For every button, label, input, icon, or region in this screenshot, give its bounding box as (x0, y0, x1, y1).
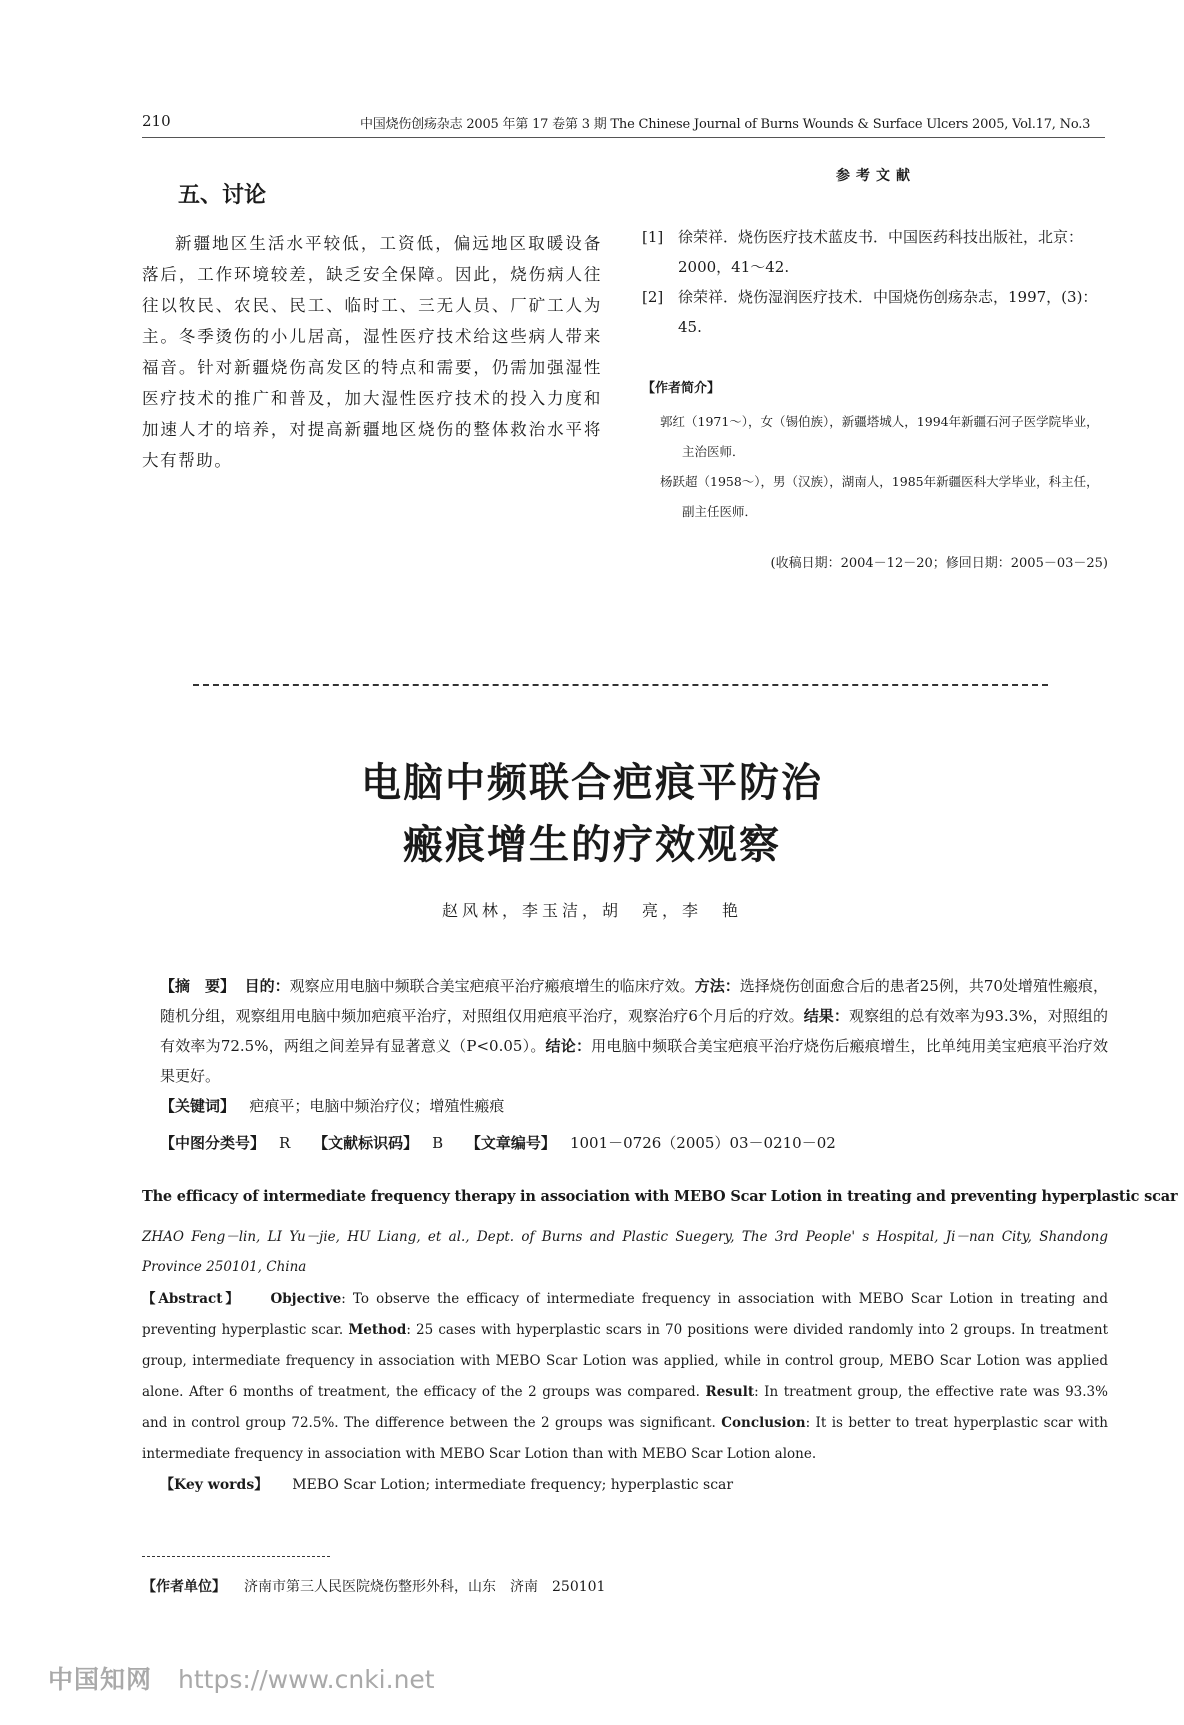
english-keywords (160, 1474, 733, 1494)
header-rule (142, 137, 1105, 138)
en-conclusion-text: : It is better to treat hyperplastic scar with intermediate frequency in association with MEBO Scar Lotion than with MEBO Scar Lotion alone. (142, 1415, 1108, 1462)
keywords-label: 【关键词】 (160, 1097, 236, 1115)
chinese-abstract (142, 971, 1108, 1121)
footnote-text: 济南市第三人民医院烧伤整形外科，山东 济南 250101 (244, 1579, 606, 1595)
title-line-1: 电脑中频联合疤痕平防治 (361, 760, 823, 806)
reference-text: 徐荣祥．烧伤湿润医疗技术．中国烧伤创疡杂志，1997，(3)：45. (678, 288, 1098, 336)
reference-number: [1] (642, 228, 664, 246)
footnote (142, 1576, 605, 1596)
author-bio-list (660, 407, 1108, 527)
keywords-text: 疤痕平；电脑中频治疗仪；增殖性瘢痕 (249, 1097, 505, 1115)
en-method-text: : 25 cases with hyperplastic scars in 70 positions were divided randomly into 2 groups. In treatment group, intermediate frequency in association with MEBO Scar Lotion was applied, while in control group, MEBO Scar Lotion was applied alone. After 6 months of treatment, the efficacy of the 2 groups was compared. (142, 1322, 1109, 1400)
article-no-label: 【文章编号】 (465, 1134, 556, 1152)
keywords-line (142, 1091, 1108, 1121)
en-result-label: Result (705, 1384, 755, 1400)
en-objective-label: Objective (270, 1291, 342, 1307)
discussion-body (142, 228, 602, 476)
objective-text: 观察应用电脑中频联合美宝疤痕平治疗瘢痕增生的临床疗效。 (289, 977, 695, 995)
title-line-2: 瘢痕增生的疗效观察 (403, 822, 781, 868)
reference-number: [2] (642, 288, 664, 306)
discussion-heading: 五、讨论 (178, 183, 267, 208)
en-keywords-label: 【Key words】 (160, 1477, 269, 1493)
discussion-paragraph: 新疆地区生活水平较低，工资低，偏远地区取暖设备落后，工作环境较差，缺乏安全保障。因此，烧伤病人往往以牧民、农民、民工、临时工、三无人员、厂矿工人为主。冬季烫伤的小儿居高，湿性医疗技术给这些病人带来福音。针对新疆烧伤高发区的特点和需要，仍需加强湿性医疗技术的推广和普及，加大湿性医疗技术的投入力度和加速人才的培养，对提高新疆地区烧伤的整体救治水平将大有帮助。 (142, 234, 602, 470)
author-bio-item: 杨跃超（1958～），男（汉族），湖南人，1985年新疆医科大学毕业，科主任，副主任医师． (660, 474, 1099, 519)
reference-item (642, 282, 1107, 342)
cnki-url: https://www.cnki.net (178, 1665, 435, 1694)
result-label: 结果： (803, 1007, 849, 1025)
class-value: R (279, 1134, 291, 1152)
conclusion-label: 结论： (545, 1037, 592, 1055)
reference-item (642, 222, 1107, 282)
received-dates: (收稿日期：2004－12－20；修回日期：2005－03－25) (770, 556, 1108, 571)
doc-label: 【文献标识码】 (313, 1134, 419, 1152)
article-divider (193, 684, 1048, 686)
article-authors: 赵风林，李玉洁，胡 亮，李 艳 (441, 901, 742, 920)
en-objective-text: : To observe the efficacy of intermediate frequency in association with MEBO Scar Lotion in treating and preventing hyperplastic scar. (142, 1291, 1108, 1338)
english-abstract-paragraph (142, 1284, 1108, 1470)
reference-text: 徐荣祥．烧伤医疗技术蓝皮书．中国医药科技出版社，北京：2000，41～42. (678, 228, 1084, 276)
method-text: 选择烧伤创面愈合后的患者25例，共70处增殖性瘢痕，随机分组，观察组用电脑中频加疤痕平治疗，对照组仅用疤痕平治疗，观察治疗6个月后的疗效。 (160, 977, 1108, 1025)
abstract-label: 【摘 要】 (160, 977, 236, 995)
author-bio-heading: 【作者简介】 (642, 381, 721, 396)
conclusion-text: 用电脑中频联合美宝疤痕平治疗烧伤后瘢痕增生，比单纯用美宝疤痕平治疗效果更好。 (160, 1037, 1108, 1085)
result-text: 观察组的总有效率为93.3%，对照组的有效率为72.5%，两组之间差异有显著意义（P<0.05）。 (160, 1007, 1108, 1055)
footnote-label: 【作者单位】 (142, 1579, 226, 1595)
en-method-label: Method (348, 1322, 407, 1338)
method-label: 方法： (694, 977, 740, 995)
article-no-value: 1001－0726（2005）03－0210－02 (569, 1134, 836, 1152)
classification-line (160, 1132, 854, 1153)
references-heading: 参考文献 (836, 168, 916, 184)
en-conclusion-label: Conclusion (721, 1415, 806, 1431)
reference-list (642, 222, 1107, 342)
en-abstract-label: 【Abstract】 (142, 1291, 242, 1307)
class-label: 【中图分类号】 (160, 1134, 266, 1152)
en-result-text: : In treatment group, the effective rate was 93.3% and in control group 72.5%. The difference between the 2 groups was significant. (142, 1384, 1108, 1431)
footnote-rule (142, 1556, 330, 1557)
abstract-paragraph (142, 971, 1108, 1091)
running-head: 中国烧伤创疡杂志 2005 年第 17 卷第 3 期 The Chinese Journal of Burns Wounds & Surface Ulcers 2005, Vol.17, No.3 (360, 117, 1091, 132)
objective-label: 目的： (244, 977, 290, 995)
en-keywords-text: MEBO Scar Lotion; intermediate frequency; hyperplastic scar (292, 1477, 734, 1493)
english-authors: ZHAO Feng－lin, LI Yu－jie, HU Liang, et al., Dept. of Burns and Plastic Suegery, The 3rd People' s Hospital, Ji－nan City, Shandong Province 250101, China (142, 1229, 1108, 1275)
english-abstract (142, 1284, 1108, 1470)
page-number: 210 (142, 112, 171, 130)
doc-value: B (432, 1134, 444, 1152)
watermark (48, 1660, 435, 1696)
article-title (0, 752, 1184, 876)
english-title: The efficacy of intermediate frequency therapy in association with MEBO Scar Lotion in treating and preventing hyperplastic scar (142, 1188, 1178, 1205)
cnki-logo: 中国知网 (48, 1665, 153, 1694)
author-bio-item: 郭红（1971～），女（锡伯族），新疆塔城人，1994年新疆石河子医学院毕业，主治医师． (660, 414, 1099, 459)
